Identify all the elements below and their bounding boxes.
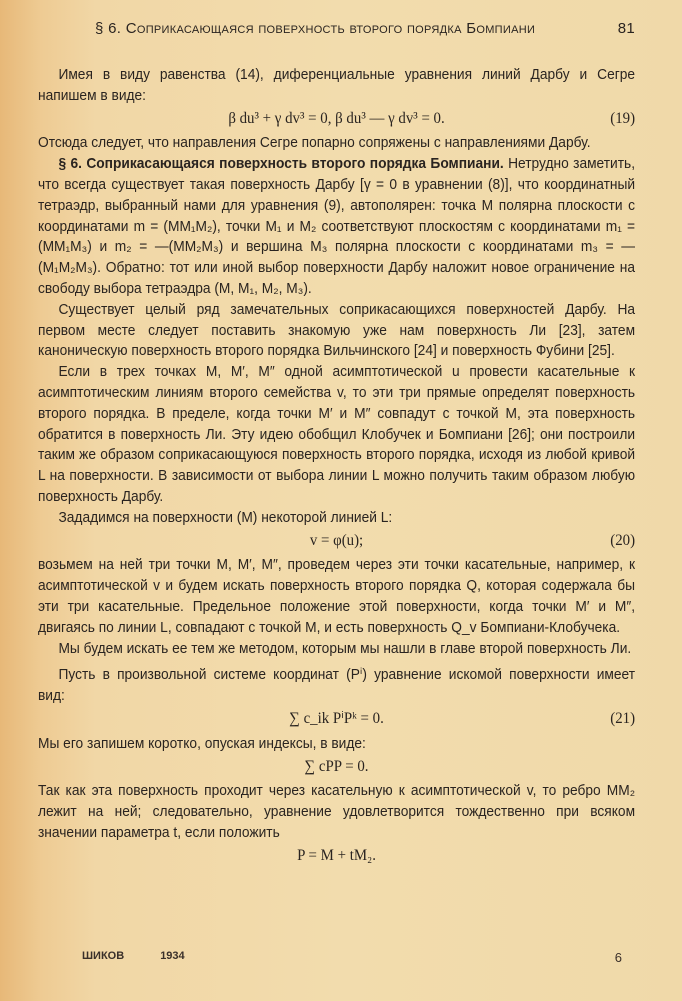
equation-text: ∑ c_ik PⁱPᵏ = 0. xyxy=(289,709,384,727)
equation-20 xyxy=(38,531,635,552)
section-paragraph xyxy=(38,154,635,300)
equation-21 xyxy=(38,709,635,730)
printer-signature: ШИКОВ xyxy=(82,950,125,962)
paragraph: Существует целый ряд замечательных соприкасающихся поверхностей Дарбу. На первом месте следует поставить знакомую уже нам поверхность Ли [23], затем каноническую поверхность второго порядка Вильчинского [24] и поверхность Фубини [25]. xyxy=(38,301,636,360)
section-mark: § 6. xyxy=(95,20,122,37)
equation-number: (21) xyxy=(610,709,636,727)
running-head xyxy=(95,20,635,37)
equation-text: β du³ + γ dv³ = 0, β du³ — γ dv³ = 0. xyxy=(228,109,445,127)
equation-number: (19) xyxy=(610,109,636,127)
print-year: 1934 xyxy=(160,950,185,962)
page-number: 81 xyxy=(617,20,635,37)
running-head-title xyxy=(95,20,535,37)
section-heading: § 6. Соприкасающаяся поверхность второго порядка Бомпиани. xyxy=(58,156,504,173)
body-text xyxy=(38,65,635,870)
paragraph-text: Нетрудно заметить, что всегда существует такая поверхность Дарбу [γ = 0 в уравнении (8)], что координатный тетраэдр, выбранный нами для уравнения (9), автополярен: точка M полярна плоскости с координатами m = (MM₁M₂), точки M₁ и M₂ соответствуют плоскостям с координатами m₁ = (MM₁M₃) и m₂ = —(MM₂M₃) и вершина M₃ полярна плоскости с координатами m₃ = —(M₁M₂M₃). Обратно: тот или иной выбор поверхности Дарбу наложит новое ограничение на свободу выбора тетраэдра (M, M₁, M₂, M₃). xyxy=(38,156,636,297)
paragraph: Если в трех точках M, M′, M″ одной асимптотической u провести касательные к асимптотическим линиям второго семейства v, то эти три прямые определят поверхность второго порядка. В пределе, когда точки M′ и M″ совпадут с точкой M, эта поверхность обратится в поверхность Ли. Эту идею обобщил Клобучек и Бомпиани [26]; они построили таким же образом соприкасающуюся поверхность второго порядка, исходя из любой кривой L на поверхности. В зависимости от выбора линии L можно получить таким образом любую поверхность Дарбу. xyxy=(38,364,636,505)
paragraph: возьмем на ней три точки M, M′, M″, проведем через эти точки касательные, например, к асимптотической v и будем искать поверхность второго порядка Q, которая содержала бы эти три касательные. Предельное положение этой поверхности, когда точки M′ и M″, двигаясь по линии L, совпадают с точкой M, и есть поверхность Q_v Бомпиани-Клобучека. xyxy=(38,557,636,636)
chapter-title: Соприкасающаяся поверхность второго порядка Бомпиани xyxy=(125,20,536,37)
paragraph: Мы будем искать ее тем же методом, которым мы нашли в главе второй поверхность Ли. xyxy=(58,640,632,657)
equation-text: v = φ(u); xyxy=(309,531,364,549)
sheet-number: 6 xyxy=(614,950,622,965)
page-footer xyxy=(82,950,622,965)
equation-23 xyxy=(38,846,635,867)
equation-19 xyxy=(38,109,635,130)
equation-text: ∑ cPP = 0. xyxy=(304,757,369,775)
equation-number: (20) xyxy=(610,531,636,549)
paragraph: Зададимся на поверхности (M) некоторой линией L: xyxy=(58,509,393,526)
paragraph: Так как эта поверхность проходит через касательную к асимптотической v, то ребро MM₂ лежит на ней; следовательно, уравнение удовлетворится тождественно при всяком значении параметра t, если положить xyxy=(38,783,636,841)
paragraph: Мы его запишем коротко, опуская индексы, в виде: xyxy=(38,735,366,752)
equation-text: P = M + tM₂. xyxy=(297,846,376,864)
paragraph: Отсюда следует, что направления Сегре попарно сопряжены с направлениями Дарбу. xyxy=(38,135,591,152)
equation-22 xyxy=(38,757,635,778)
paragraph: Пусть в произвольной системе координат (Pⁱ) уравнение искомой поверхности имеет вид: xyxy=(38,667,636,705)
paragraph: Имея в виду равенства (14), диференциальные уравнения линий Дарбу и Сегре напишем в виде: xyxy=(38,67,636,104)
